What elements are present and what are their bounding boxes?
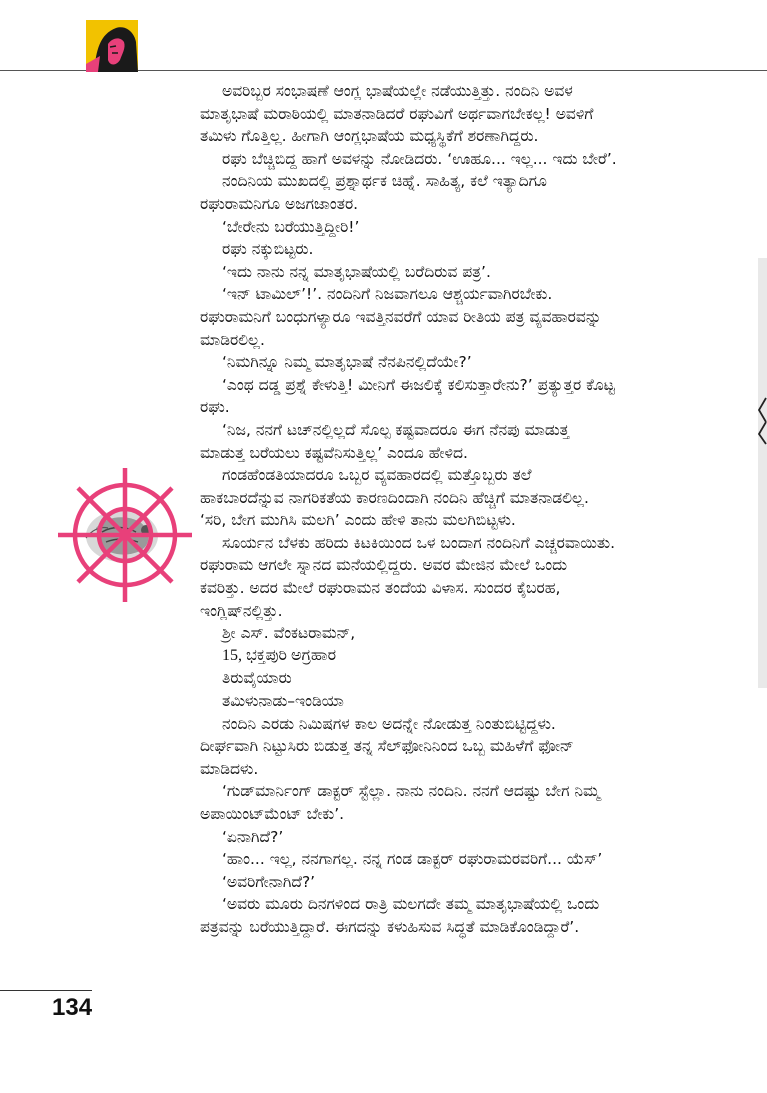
text-line: ಹಾಕಬಾರದೆನ್ನುವ ನಾಗರಿಕತೆಯ ಕಾರಣದಿಂದಾಗಿ ನಂದಿನಿ ಹೆಚ್ಚಿಗೆ ಮಾತನಾಡಲಿಲ್ಲ.: [200, 488, 589, 507]
address-line: ತಮಿಳುನಾಡು–ಇಂಡಿಯಾ: [222, 692, 344, 711]
text-line: ‘ನಿಜ, ನನಗೆ ಟಚ್‌ನಲ್ಲಿಲ್ಲದೆ ಸೊಲ್ಪ ಕಷ್ಟವಾದರೂ ಈಗ ನೆನಪು ಮಾಡುತ್ತ: [222, 420, 570, 439]
text-line: ಮಾಡಿರಲಿಲ್ಲ.: [200, 330, 265, 349]
story-text: [200, 80, 720, 939]
text-line: ‘ಅವರು ಮೂರು ದಿನಗಳಿಂದ ರಾತ್ರಿ ಮಲಗದೇ ತಮ್ಮ ಮಾತೃಭಾಷೆಯಲ್ಲಿ ಒಂದು: [222, 895, 600, 914]
text-line: ‘ಇನ್ ಟಾಮಿಲ್’!’. ನಂದಿನಿಗೆ ನಿಜವಾಗಲೂ ಆಶ್ಚರ್ಯವಾಗಿರಬೇಕು.: [222, 285, 553, 304]
text-line: ‘ಗುಡ್‌ಮಾರ್ನಿಂಗ್ ಡಾಕ್ಟರ್ ಸ್ಟೆಲ್ಲಾ. ನಾನು ನಂದಿನಿ. ನನಗೆ ಆದಷ್ಟು ಬೇಗ ನಿಮ್ಮ: [222, 782, 600, 801]
text-line: ಮಾತೃಭಾಷೆ ಮರಾಠಿಯಲ್ಲಿ ಮಾತನಾಡಿದರೆ ರಘುವಿಗೆ ಅರ್ಥವಾಗಬೇಕಲ್ಲ! ಅವಳಿಗೆ: [200, 104, 594, 123]
text-line: ‘ಎಂಥ ದಡ್ಡ ಪ್ರಶ್ನೆ ಕೇಳುತ್ತಿ! ಮೀನಿಗೆ ಈಜಲಿಕ್ಕೆ ಕಲಿಸುತ್ತಾರೇನು?’ ಪ್ರತ್ಯುತ್ತರ ಕೊಟ್ಟ: [222, 375, 615, 394]
footer-rule: [0, 990, 92, 991]
text-line: ತಮಿಳು ಗೊತ್ತಿಲ್ಲ. ಹೀಗಾಗಿ ಆಂಗ್ಲಭಾಷೆಯ ಮಧ್ಯಸ್ಥಿಕೆಗೆ ಶರಣಾಗಿದ್ದರು.: [200, 127, 539, 146]
text-line: ‘ನಿಮಗಿನ್ನೂ ನಿಮ್ಮ ಮಾತೃಭಾಷೆ ನೆನಪಿನಲ್ಲಿದೆಯೇ?’: [222, 353, 472, 372]
text-line: ಗಂಡಹೆಂಡತಿಯಾದರೂ ಒಬ್ಬರ ವ್ಯವಹಾರದಲ್ಲಿ ಮತ್ತೊಬ್ಬರು ತಲೆ: [222, 466, 532, 485]
text-line: ರಘುರಾಮನಿಗೆ ಬಂಧುಗಳ್ಯಾರೂ ಇವತ್ತಿನವರೆಗೆ ಯಾವ ರೀತಿಯ ಪತ್ರ ವ್ಯವಹಾರವನ್ನು: [200, 307, 602, 326]
text-line: ರಘು ಬೆಚ್ಚಿಬಿದ್ದ ಹಾಗೆ ಅವಳನ್ನು ನೋಡಿದರು. ‘ಊಹೂ... ಇಲ್ಲ... ಇದು ಬೇರೆ’.: [222, 149, 617, 168]
text-line: ‘ಸರಿ, ಬೇಗ ಮುಗಿಸಿ ಮಲಗಿ’ ಎಂದು ಹೇಳಿ ತಾನು ಮಲಗಿಬಿಟ್ಟಳು.: [200, 511, 516, 530]
text-line: ಮಾಡಿದಳು.: [200, 759, 259, 778]
face-logo-icon: [86, 20, 138, 72]
text-line: ಕವರಿತ್ತು. ಅದರ ಮೇಲೆ ರಘುರಾಮನ ತಂದೆಯ ವಿಳಾಸ. ಸುಂದರ ಕೈಬರಹ,: [200, 579, 561, 598]
text-line: ‘ಹಾಂ... ಇಲ್ಲ, ನನಗಾಗಲ್ಲ. ನನ್ನ ಗಂಡ ಡಾಕ್ಟರ್ ರಘುರಾಮರವರಿಗೆ... ಯೆಸ್’: [222, 850, 603, 869]
text-line: ಮಾಡುತ್ತ ಬರೆಯಲು ಕಷ್ಟವೆನಿಸುತ್ತಿಲ್ಲ’ ಎಂದೂ ಹೇಳಿದ.: [200, 443, 468, 462]
text-line: ‘ಬೇರೇನು ಬರೆಯುತ್ತಿದ್ದೀರಿ!’: [222, 217, 360, 236]
wheel-illustration-icon: [56, 466, 194, 604]
address-line: ತಿರುವೈಯಾರು: [222, 669, 292, 688]
page-number: 134: [52, 994, 93, 1021]
text-line: ಸೂರ್ಯನ ಬೆಳಕು ಹರಿದು ಕಿಟಕಿಯಿಂದ ಒಳ ಬಂದಾಗ ನಂದಿನಿಗೆ ಎಚ್ಚರವಾಯಿತು.: [222, 533, 616, 552]
text-line: ‘ಇದು ನಾನು ನನ್ನ ಮಾತೃಭಾಷೆಯಲ್ಲಿ ಬರೆದಿರುವ ಪತ್ರ’.: [222, 262, 491, 281]
text-line: ರಘು.: [200, 398, 230, 417]
wheel-ring: [58, 468, 192, 602]
text-line: ನಂದಿನಿಯ ಮುಖದಲ್ಲಿ ಪ್ರಶ್ನಾರ್ಥಕ ಚಿಹ್ನೆ. ಸಾಹಿತ್ಯ, ಕಲೆ ಇತ್ಯಾದಿಗೂ: [222, 172, 547, 191]
address-line: ಶ್ರೀ ಎಸ್. ವೆಂಕಟರಾಮನ್,: [222, 624, 356, 643]
right-edge-tab: [758, 258, 767, 688]
text-line: ದೀರ್ಘವಾಗಿ ನಿಟ್ಟುಸಿರು ಬಿಡುತ್ತ ತನ್ನ ಸೆಲ್‌ಫೋನಿನಿಂದ ಒಬ್ಬ ಮಹಿಳೆಗೆ ಫೋನ್: [200, 737, 574, 756]
text-line: ರಘುರಾಮನಿಗೂ ಅಜಗಜಾಂತರ.: [200, 194, 359, 213]
text-line: ರಘುರಾಮ ಆಗಲೇ ಸ್ನಾನದ ಮನೆಯಲ್ಲಿದ್ದರು. ಅವರ ಮೇಜಿನ ಮೇಲೆ ಒಂದು: [200, 556, 568, 575]
text-line: ಪತ್ರವನ್ನು ಬರೆಯುತ್ತಿದ್ದಾರೆ. ಈಗದನ್ನು ಕಳುಹಿಸುವ ಸಿದ್ಧತೆ ಮಾಡಿಕೊಂಡಿದ್ದಾರೆ’.: [200, 917, 580, 936]
edge-mark-icon: [756, 396, 767, 446]
text-line: ನಂದಿನಿ ಎರಡು ನಿಮಿಷಗಳ ಕಾಲ ಅದನ್ನೇ ನೋಡುತ್ತ ನಿಂತುಬಿಟ್ಟಿದ್ದಳು.: [222, 714, 556, 733]
address-line: 15, ಭಕ್ತಪುರಿ ಅಗ್ರಹಾರ: [222, 646, 337, 664]
text-line: ‘ಏನಾಗಿದೆ?’: [222, 827, 284, 846]
text-line: ಇಂಗ್ಲಿಷ್‌ನಲ್ಲಿತ್ತು.: [200, 601, 283, 620]
text-line: ಅವರಿಬ್ಬರ ಸಂಭಾಷಣೆ ಆಂಗ್ಲ ಭಾಷೆಯಲ್ಲೇ ನಡೆಯುತ್ತಿತ್ತು. ನಂದಿನಿ ಅವಳ: [222, 82, 573, 100]
text-line: ರಘು ನಕ್ಕುಬಿಟ್ಟರು.: [222, 240, 314, 259]
text-line: ಅಪಾಯಿಂಟ್‌ಮೆಂಟ್ ಬೇಕು’.: [200, 805, 345, 823]
text-line: ‘ಅವರಿಗೇನಾಗಿದೆ?’: [222, 872, 316, 891]
